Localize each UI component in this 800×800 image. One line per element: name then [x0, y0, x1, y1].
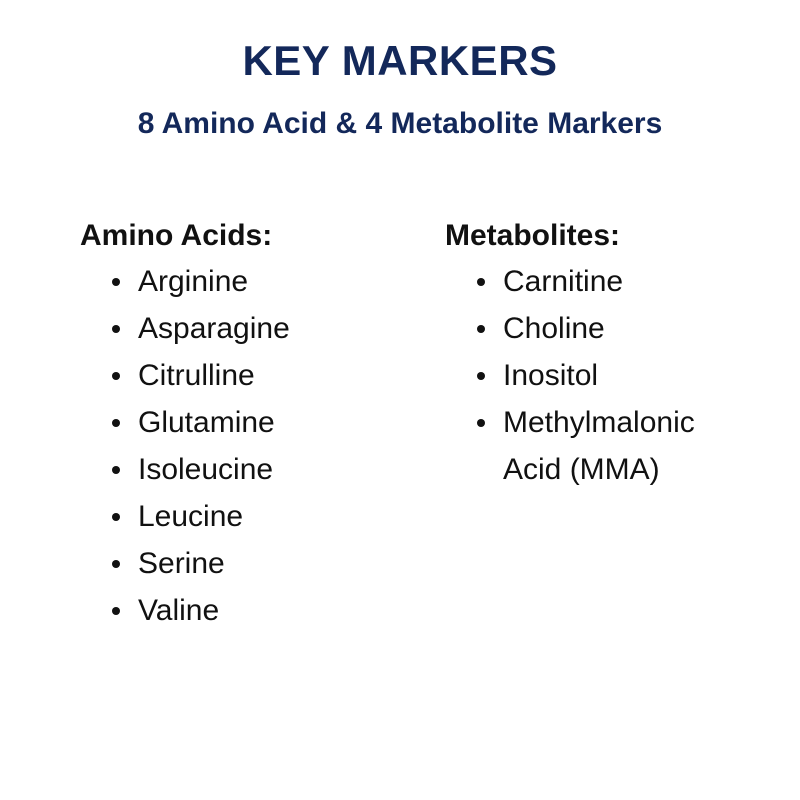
list-item: [80, 352, 410, 399]
bullet-icon: [112, 325, 120, 333]
bullet-icon: [112, 372, 120, 380]
bullet-icon: [477, 325, 485, 333]
list-item: [445, 399, 723, 493]
page-subtitle: 8 Amino Acid & 4 Metabolite Markers: [137, 107, 663, 140]
list-item: [80, 258, 410, 305]
bullet-icon: [477, 278, 485, 286]
list-item-label: Serine: [138, 547, 225, 580]
amino-acids-section: [80, 214, 410, 634]
bullet-icon: [112, 419, 120, 427]
bullet-icon: [477, 372, 485, 380]
metabolites-list: [445, 258, 785, 493]
list-item-label: Choline: [503, 312, 605, 345]
list-item: [445, 305, 785, 352]
list-item: [445, 352, 785, 399]
list-item-label: Glutamine: [138, 406, 275, 439]
list-item-label: Carnitine: [503, 265, 624, 298]
metabolites-heading: Metabolites:: [445, 219, 621, 252]
list-item: [80, 305, 410, 352]
list-item: [80, 399, 410, 446]
bullet-icon: [112, 607, 120, 615]
list-item: [80, 493, 410, 540]
bullet-icon: [112, 278, 120, 286]
amino-acids-heading: Amino Acids:: [80, 219, 273, 252]
list-item-label: Isoleucine: [138, 453, 274, 486]
bullet-icon: [112, 466, 120, 474]
list-item: [445, 258, 785, 305]
list-item-label: Valine: [138, 594, 220, 627]
list-item-label: Citrulline: [138, 359, 255, 392]
list-item-label: Inositol: [503, 359, 599, 392]
list-item-label: Methylmalonic Acid (MMA): [503, 406, 695, 486]
list-item: [80, 540, 410, 587]
list-item: [80, 446, 410, 493]
list-item-label: Arginine: [138, 265, 249, 298]
metabolites-section: [445, 214, 785, 493]
list-item-label: Asparagine: [138, 312, 290, 345]
bullet-icon: [477, 419, 485, 427]
bullet-icon: [112, 560, 120, 568]
list-item-label: Leucine: [138, 500, 244, 533]
list-item: [80, 587, 410, 634]
page-title: KEY MARKERS: [242, 37, 558, 84]
bullet-icon: [112, 513, 120, 521]
amino-acids-list: [80, 258, 410, 634]
